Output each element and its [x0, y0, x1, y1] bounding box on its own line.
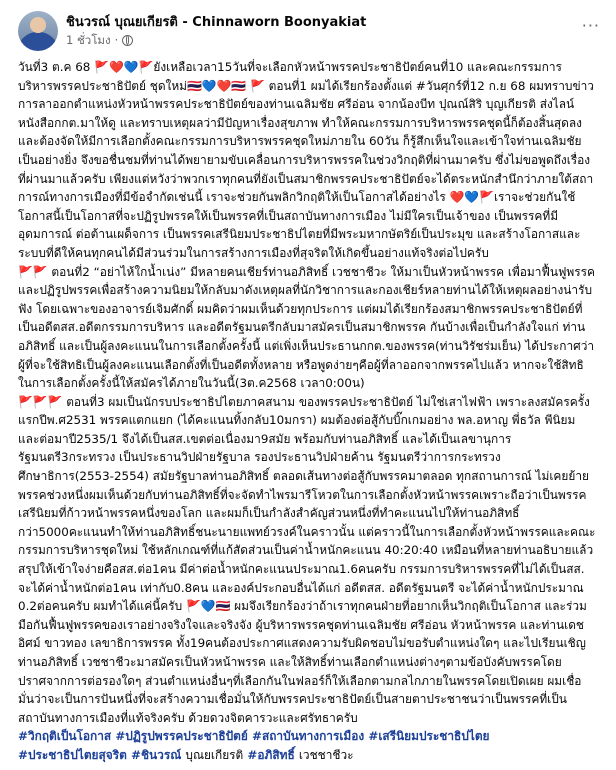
globe-icon	[122, 35, 133, 46]
hashtag-link[interactable]: #สถาบันทางการเมือง	[252, 729, 365, 744]
separator-dot: ·	[114, 33, 119, 47]
post-body	[18, 58, 596, 765]
hashtags-line-2	[18, 746, 596, 765]
avatar[interactable]	[18, 11, 58, 51]
hashtag-trailing-text: เวชชาชีวะ	[298, 747, 354, 762]
post-time[interactable]: 1 ชั่วโมง	[66, 33, 111, 47]
post-meta	[66, 14, 366, 48]
hashtag-link[interactable]: #เสรีนิยมประชาธิปไตย	[368, 729, 490, 744]
hashtag-link[interactable]: #วิกฤติเป็นโอกาส	[18, 729, 112, 744]
hashtag-link[interactable]: #ชินวรณ์	[130, 747, 182, 762]
hashtags-line-1	[18, 727, 596, 746]
more-options-icon[interactable]: ···	[581, 16, 600, 35]
hashtag-link[interactable]: #ประชาธิปไตยสุจริต	[18, 747, 127, 762]
hashtag-link[interactable]: #อภิสิทธิ์	[247, 747, 295, 762]
post-paragraph-2: 🚩🚩 ตอนที่2 “อย่าไห้ใกน้ำเน่ง” มีหลายคนเชียร์ท่านอภิสิทธิ์ เวชชาชีวะ ให้มาเป็นหัวหน้าพรรค เพื่อมาฟื้นฟูพรรคและปฏิรูปพรรคเพื่อสร้างความนิยมให้กลับมาดังเหตุผลที่นักวิชาการและกองเชียร์หลายท่านได้ให้เหตุผลอย่างน่ารับฟัง โดยเฉพาะของอาจารย์เจิมศักดิ์ ผมคิดว่าผมเห็นด้วยทุกประการ แต่ผมได้เรียกร้องสมาชิกพรรคประชาธิปัตย์ที่เป็นอดีตสส.อดีตกรรมการบริหาร และอดีตรัฐมนตรีกลับมาสมัครเป็นสมาชิกพรรค กันบ้างเพื่อเป็นกำลังใจแก่ ท่านอภิสิทธิ์ และเป็นผู้ลงคะแนนในการเลือกตั้งครั้งนี้ แต่เพิ่งเห็นประธานกกต.ของพรรค(ท่านวิรัชร่มเย็น) ได้ประกาศว่า ผู้ที่จะใช้สิทธิเป็นผู้ลงคะแนนเลือกตั้งที่เป็นอดีตทั้งหลาย หรือพูดง่ายๆคือผู้ที่ลาออกจากพรรคไปแล้ว หากจะใช้สิทธิในการเลือกตั้งครั้งนี้ให้สมัครได้ภายในวันนี้(3ต.ค2568 เวลา0:00น)	[18, 264, 595, 391]
post-paragraph-1: วันที่3 ต.ค 68 🚩❤️💙🚩ยังเหลือเวลา15วันที่จะเลือกหัวหน้าพรรคประชาธิปัตย์คนที่10 และคณะกรรมการบริหารพรรคประชาธิปัตย์ ชุดใหม่🇹🇭💙❤️🇹🇭 🚩 ตอนที่1 ผมได้เรียกร้องตั้งแต่ #วันศุกร์ที่12 ก.ย 68 ผมทราบข่าวการลาออกตำแหน่งหัวหน้าพรรคประชาธิปัตย์ของท่านเฉลิมชัย ศรีอ่อน จากน้องบีท ปุณณ์สิริ บุญเกียรติ ส่งไลน์หนังสือกกต.มาให้ดู และทราบเหตุผลว่ามีปัญหาเรื่องสุขภาพ ทำให้คณะกรรมการบริหารพรรคชุดนี้ก็ต้องสิ้นสุดลง และต้องจัดให้มีการเลือกตั้งคณะกรรมการบริหารพรรคชุดใหม่ภายใน 60วัน ก็รู้สึกเห็นใจและเข้าใจท่านเฉลิมชัยเป็นอย่างยิ่ง จึงขอชื่นชมที่ท่านได้พยายามขับเคลื่อนการบริหารพรรคในช่วงวิกฤติที่ผ่านมาครับ ซึ่งไม่ขอพูดถึงเรื่องที่ผ่านมาแล้วครับ เพียงแต่หวังว่าพวกเราทุกคนที่ยังเป็นสมาชิกพรรคประชาธิปัตย์จะได้ตระหนักสำนึกว่าภายใต้สถาการณ์ทางการเมืองที่มีข้อจำกัดเช่นนี้ เราจะช่วยกันพลิกวิกฤติให้เป็นโอกาสได้อย่างไร ❤️💙🚩เราจะช่วยกันใช้โอกาสนี้เป็นโอกาสที่จะปฏิรูปพรรคให้เป็นพรรคที่เป็นสถาบันทางการเมือง ไม่มีใครเป็นเจ้าของ เป็นพรรคที่มีอุดมการณ์ ต่อต้านเผด็จการ เป็นพรรคเสรีนิยมประชาธิปไตยที่มีพระมหากษัตริย์เป็นประมุข และสร้างโอกาสและระบบที่ดีให้คนทุกคนได้มีส่วนร่วมในการสร้างการเมืองที่สุจริตให้เกิดขึ้นอย่างแท้จริงต่อไปครับ	[18, 60, 594, 260]
hashtag-trailing-text: บุณยเกียรติ	[185, 747, 244, 762]
author-name[interactable]: ชินวรณ์ บุณยเกียรติ - Chinnaworn Boonyakiat	[66, 15, 367, 30]
post-header	[18, 10, 606, 52]
post-subtitle	[66, 32, 366, 48]
hashtag-link[interactable]: #ปฏิรูปพรรคประชาธิปัตย์	[115, 729, 248, 744]
post-paragraph-3: 🚩🚩🚩 ตอนที่3 ผมเป็นนักรบประชาธิปไตยภาคสนาม ของพรรคประชาธิปัตย์ ไม่ใช่เสาไฟฟ้า เพราะลงสมัครครั้งแรกปีพ.ศ2531 พรรคแตกแยก (ได้คะแนนทิ้งกลับ10มกรา) ผมต้องต่อสู้กับบิ๊กเกมอย่าง พล.อหาญ พี่ธวัล พีนิยม และต่อมาปี2535/1 จึงได้เป็นสส.เขตต่อเนื่องมา9สมัย พร้อมกับท่านอภิสิทธิ์ และได้เป็นเลขานุการรัฐมนตรี3กระทรวง เป็นประธานวิปฝ่ายรัฐบาล รองประธานวิปฝ่ายค้าน รัฐมนตรีว่าการกระทรวงศึกษาธิการ(2553-2554) สมัยรัฐบาลท่านอภิสิทธิ์ ตลอดเส้นทางต่อสู้กับพรรคมาตลอด ทุกสถานการณ์ ไม่เคยย้ายพรรคช่วงหนึ่งผมเห็นด้วยกับท่านอภิสิทธิ์ที่จะจัดทำไพรมารีโหวตในการเลือกตั้งหัวหน้าพรรคเพราะถือว่าเป็นพรรคเสรีนิยมที่ก้าวหน้าพรรคหนึ่งของโลก และผมก็เป็นกำลังสำคัญส่วนหนึ่งที่ทำคะแนนไปให้ท่านอภิสิทธิ์กว่า5000คะแนนทำให้ท่านอภิสิทธิ์ชนะนายแพทย์วรงค์ในคราวนั้น แต่คราวนี้ในการเลือกตั้งหัวหน้าพรรคและคณะกรรมการบริหารชุดใหม่ ใช้หลักเกณฑ์ที่แก้สัดส่วนเป็นค่าน้ำหนักคะแนน 40:20:40 เหมือนที่หลายท่านอธิบายแล้ว สรุปให้เข้าใจง่ายคือสส.ต่อ1คน มีค่าต่อน้ำหนักคะแนนประมาณ1.6คนครับ กรรมการบริหารพรรคที่ไม่ได้เป็นสส. จะได้ค่าน้ำหนักต่อ1คน เท่ากับ0.8คน และองค์ประกอบอื่นได้แก่ อดีตสส. อดีตรัฐมนตรี จะได้ค่าน้ำหนักประมาณ 0.2ต่อคนครับ ผมทำได้แค่นี้ครับ 🚩💙🇹🇭 ผมจึงเรียกร้องว่าถ้าเราทุกคนฝ่ายที่อยากเห็นวิกฤติเป็นโอกาส และร่วมมือกันฟื้นฟูพรรคของเราอย่างจริงใจและจริงจัง ผู้บริหารพรรคชุดท่านเฉลิมชัย ศรีอ่อน หัวหน้าพรรค และท่านเดชอิศม์ ขาวทอง เลขาธิการพรรค ทั้ง19คนต้องประกาศแสดงความรับผิดชอบไม่ขอรับตำแหน่งใดๆ และไปเรียนเชิญท่านอภิสิทธิ์ เวชชาชีวะมาสมัครเป็นหัวหน้าพรรค และให้สิทธิ์ท่านเลือกตำแหน่งต่างๆตามข้อบังคับพรรคโดยปราศจากการต่อรองใดๆ ส่วนตำแหน่งอื่นๆที่เลือกกันในฟลอร์ก็ให้เลือกตามกลไกภายในพรรคโดยเปิดเผย ผมเชื่อมั่นว่าจะเป็นการปันหนึ่งที่จะสร้างความเชื่อมั่นให้กับพรรคประชาธิปัตย์เป็นสายตาประชาชนว่าเป็นพรรคที่เป็นสถาบันทางการเมืองที่แท้จริงครับ ด้วยดวงจิตคารวะและศรัทธาครับ	[18, 394, 596, 725]
